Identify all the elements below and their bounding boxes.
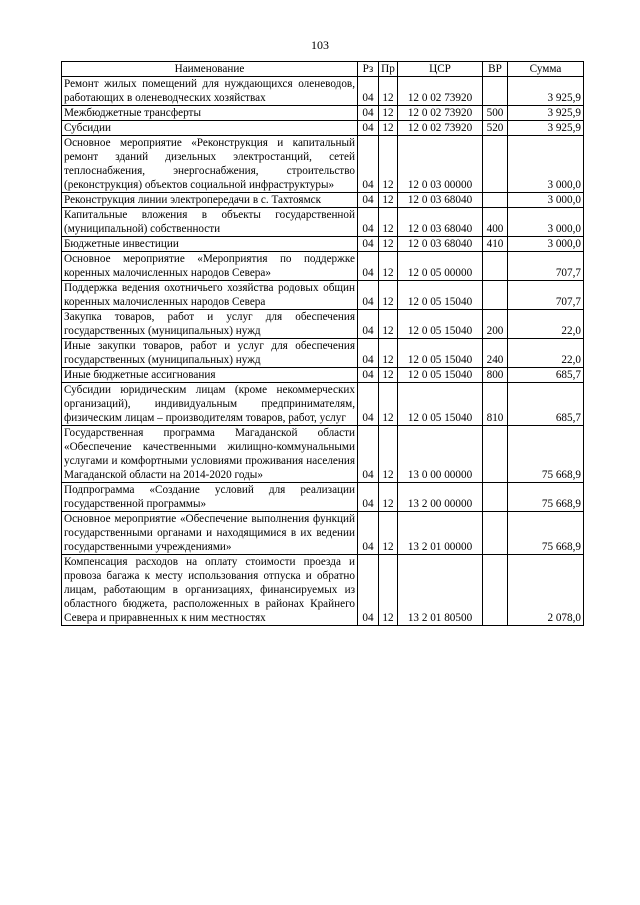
cell-name: Ремонт жилых помещений для нуждающихся оленеводов, работающих в оленеводческих хозяйствах [62, 77, 358, 106]
cell-sum: 22,0 [508, 310, 584, 339]
cell-csr: 12 0 05 15040 [398, 339, 483, 368]
cell-pr: 12 [379, 426, 398, 483]
cell-csr: 12 0 05 00000 [398, 252, 483, 281]
cell-vr: 800 [483, 368, 508, 383]
cell-rz: 04 [358, 368, 379, 383]
cell-csr: 12 0 05 15040 [398, 281, 483, 310]
cell-sum: 707,7 [508, 281, 584, 310]
header-csr: ЦСР [398, 62, 483, 77]
cell-pr: 12 [379, 512, 398, 555]
table-row [62, 281, 584, 310]
cell-name: Основное мероприятие «Обеспечение выполнения функций государственными органами и находящимися в их ведении государственными учреждениями» [62, 512, 358, 555]
cell-rz: 04 [358, 310, 379, 339]
cell-vr [483, 193, 508, 208]
cell-sum: 3 925,9 [508, 121, 584, 136]
cell-vr: 410 [483, 237, 508, 252]
header-name: Наименование [62, 62, 358, 77]
cell-pr: 12 [379, 252, 398, 281]
cell-rz: 04 [358, 237, 379, 252]
cell-rz: 04 [358, 252, 379, 281]
cell-pr: 12 [379, 136, 398, 193]
table-header-row [62, 62, 584, 77]
table-row [62, 368, 584, 383]
cell-pr: 12 [379, 193, 398, 208]
cell-sum: 685,7 [508, 368, 584, 383]
cell-vr: 810 [483, 383, 508, 426]
cell-csr: 12 0 05 15040 [398, 368, 483, 383]
cell-name: Бюджетные инвестиции [62, 237, 358, 252]
header-rz: Рз [358, 62, 379, 77]
cell-rz: 04 [358, 208, 379, 237]
table-row [62, 208, 584, 237]
cell-vr [483, 512, 508, 555]
cell-pr: 12 [379, 339, 398, 368]
cell-rz: 04 [358, 426, 379, 483]
cell-sum: 22,0 [508, 339, 584, 368]
table-row [62, 310, 584, 339]
cell-pr: 12 [379, 383, 398, 426]
cell-csr: 12 0 03 68040 [398, 237, 483, 252]
cell-vr: 200 [483, 310, 508, 339]
cell-csr: 12 0 03 68040 [398, 193, 483, 208]
cell-sum: 685,7 [508, 383, 584, 426]
table-row [62, 339, 584, 368]
cell-name: Реконструкция линии электропередачи в с. Тахтоямск [62, 193, 358, 208]
cell-sum: 75 668,9 [508, 426, 584, 483]
cell-vr [483, 136, 508, 193]
cell-rz: 04 [358, 77, 379, 106]
cell-name: Основное мероприятие «Реконструкция и капитальный ремонт зданий дизельных электростанций, сетей теплоснабжения, энергоснабжения, строительство (реконструкция) объектов социальной инфраструктуры» [62, 136, 358, 193]
cell-name: Компенсация расходов на оплату стоимости проезда и провоза багажа к месту использования отпуска и обратно лицам, работающим в организациях, финансируемых из областного бюджета, расположенных в районах Крайнего Севера и приравненных к ним местностях [62, 555, 358, 626]
cell-sum: 3 000,0 [508, 136, 584, 193]
cell-csr: 13 2 01 00000 [398, 512, 483, 555]
cell-vr: 240 [483, 339, 508, 368]
table-row [62, 121, 584, 136]
cell-sum: 707,7 [508, 252, 584, 281]
table-row [62, 383, 584, 426]
cell-rz: 04 [358, 193, 379, 208]
table-row [62, 555, 584, 626]
cell-rz: 04 [358, 106, 379, 121]
cell-vr: 400 [483, 208, 508, 237]
cell-rz: 04 [358, 383, 379, 426]
cell-name: Иные бюджетные ассигнования [62, 368, 358, 383]
cell-csr: 12 0 05 15040 [398, 310, 483, 339]
cell-rz: 04 [358, 339, 379, 368]
cell-sum: 3 000,0 [508, 193, 584, 208]
cell-vr [483, 77, 508, 106]
table-row [62, 483, 584, 512]
cell-name: Иные закупки товаров, работ и услуг для обеспечения государственных (муниципальных) нужд [62, 339, 358, 368]
cell-pr: 12 [379, 310, 398, 339]
cell-sum: 3 925,9 [508, 106, 584, 121]
page-number: 103 [311, 38, 329, 52]
cell-pr: 12 [379, 281, 398, 310]
cell-rz: 04 [358, 121, 379, 136]
cell-name: Основное мероприятие «Мероприятия по поддержке коренных малочисленных народов Севера» [62, 252, 358, 281]
cell-sum: 3 000,0 [508, 237, 584, 252]
cell-vr [483, 426, 508, 483]
cell-pr: 12 [379, 77, 398, 106]
cell-name: Капитальные вложения в объекты государственной (муниципальной) собственности [62, 208, 358, 237]
cell-rz: 04 [358, 483, 379, 512]
table-row [62, 237, 584, 252]
cell-csr: 12 0 02 73920 [398, 77, 483, 106]
cell-pr: 12 [379, 121, 398, 136]
table-row [62, 426, 584, 483]
header-pr: Пр [379, 62, 398, 77]
cell-name: Субсидии юридическим лицам (кроме некоммерческих организаций), индивидуальным предпринимателям, физическим лицам – производителям товаров, работ, услуг [62, 383, 358, 426]
cell-csr: 12 0 03 68040 [398, 208, 483, 237]
cell-name: Межбюджетные трансферты [62, 106, 358, 121]
table-row [62, 193, 584, 208]
cell-csr: 12 0 05 15040 [398, 383, 483, 426]
table-row [62, 77, 584, 106]
cell-name: Закупка товаров, работ и услуг для обеспечения государственных (муниципальных) нужд [62, 310, 358, 339]
cell-pr: 12 [379, 106, 398, 121]
cell-vr [483, 252, 508, 281]
budget-table [61, 61, 584, 626]
cell-vr [483, 281, 508, 310]
cell-pr: 12 [379, 208, 398, 237]
cell-csr: 12 0 03 00000 [398, 136, 483, 193]
cell-csr: 13 2 01 80500 [398, 555, 483, 626]
cell-rz: 04 [358, 281, 379, 310]
cell-name: Субсидии [62, 121, 358, 136]
cell-csr: 13 2 00 00000 [398, 483, 483, 512]
table-row [62, 136, 584, 193]
cell-vr [483, 483, 508, 512]
cell-pr: 12 [379, 368, 398, 383]
header-vr: ВР [483, 62, 508, 77]
cell-name: Поддержка ведения охотничьего хозяйства родовых общин коренных малочисленных народов Севера [62, 281, 358, 310]
cell-vr [483, 555, 508, 626]
cell-vr: 500 [483, 106, 508, 121]
cell-sum: 2 078,0 [508, 555, 584, 626]
cell-vr: 520 [483, 121, 508, 136]
header-sum: Сумма [508, 62, 584, 77]
cell-name: Подпрограмма «Создание условий для реализации государственной программы» [62, 483, 358, 512]
cell-csr: 12 0 02 73920 [398, 106, 483, 121]
cell-sum: 3 925,9 [508, 77, 584, 106]
cell-rz: 04 [358, 555, 379, 626]
cell-rz: 04 [358, 136, 379, 193]
table-row [62, 106, 584, 121]
cell-sum: 3 000,0 [508, 208, 584, 237]
cell-sum: 75 668,9 [508, 512, 584, 555]
table-row [62, 512, 584, 555]
cell-name: Государственная программа Магаданской области «Обеспечение качественными жилищно-коммунальными услугами и комфортными условиями проживания населения Магаданской области на 2014-2020 годы» [62, 426, 358, 483]
cell-sum: 75 668,9 [508, 483, 584, 512]
cell-csr: 12 0 02 73920 [398, 121, 483, 136]
cell-rz: 04 [358, 512, 379, 555]
cell-pr: 12 [379, 237, 398, 252]
table-row [62, 252, 584, 281]
cell-pr: 12 [379, 483, 398, 512]
cell-pr: 12 [379, 555, 398, 626]
cell-csr: 13 0 00 00000 [398, 426, 483, 483]
